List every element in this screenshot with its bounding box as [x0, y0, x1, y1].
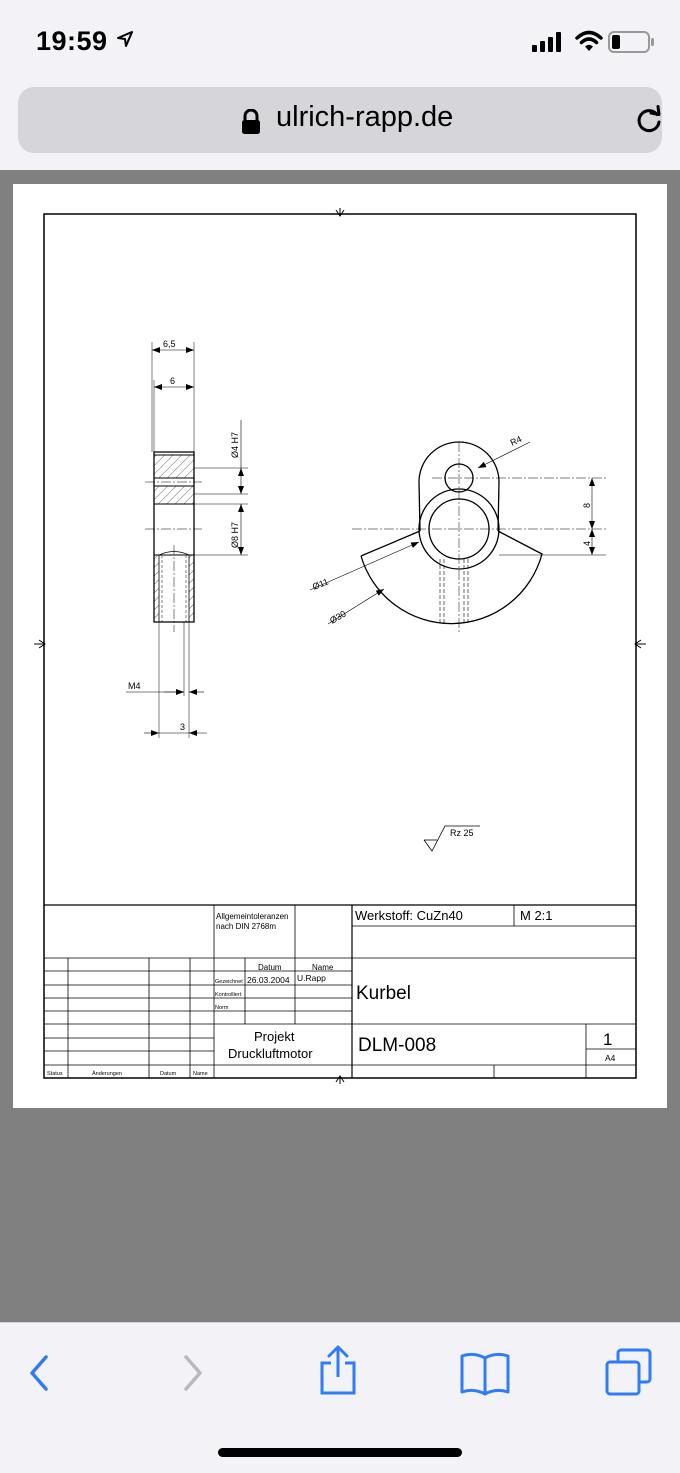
- forward-icon[interactable]: [178, 1353, 206, 1393]
- address-bar[interactable]: [18, 87, 662, 153]
- home-indicator[interactable]: [218, 1448, 462, 1457]
- dim-d4-h7: Ø4 H7: [230, 431, 240, 458]
- gezeichnet-label: Gezeichnet: [215, 979, 243, 985]
- center-mark-bottom: [336, 1076, 344, 1084]
- drawing-frame: [44, 214, 636, 1078]
- sheet-format: A4: [605, 1053, 616, 1063]
- surface-roughness: Rz 25: [450, 828, 474, 838]
- dim-d30: Ø30: [328, 608, 348, 626]
- status-bar: [0, 0, 680, 84]
- dim-3: 3: [180, 722, 186, 732]
- dim-d11: Ø11: [311, 576, 330, 592]
- lock-icon: [240, 109, 262, 135]
- col-status: Status: [47, 1071, 63, 1077]
- sheet-number: 1: [603, 1030, 613, 1049]
- part-name: Kurbel: [356, 983, 411, 1004]
- bookmarks-icon[interactable]: [460, 1350, 510, 1396]
- tabs-icon[interactable]: [604, 1348, 654, 1398]
- reload-icon[interactable]: [634, 105, 664, 135]
- tolerance-line-1: Allgemeintoleranzen: [216, 912, 289, 921]
- tolerance-line-2: nach DIN 2768m: [216, 922, 277, 931]
- project-label: Projekt: [254, 1029, 295, 1044]
- name-header: Name: [312, 963, 334, 972]
- drawn-by: U.Rapp: [297, 973, 326, 983]
- col-name: Name: [193, 1071, 208, 1077]
- battery-icon: [608, 31, 656, 53]
- dim-4: 4: [582, 540, 592, 546]
- technical-drawing: [13, 184, 667, 1108]
- center-mark-top: [336, 208, 344, 216]
- scale: M 2:1: [520, 908, 553, 923]
- drawing-number: DLM-008: [358, 1035, 437, 1056]
- dim-6-5: 6,5: [163, 339, 176, 349]
- dim-r4: R4: [508, 433, 524, 448]
- dim-m4: M4: [128, 681, 141, 691]
- kontrolliert-label: Kontrolliert: [215, 992, 242, 998]
- page-content: [0, 170, 680, 1322]
- cellular-signal-icon: [532, 32, 564, 52]
- share-icon[interactable]: [318, 1343, 358, 1397]
- status-time: 19:59: [36, 26, 108, 56]
- norm-label: Norm: [215, 1005, 229, 1011]
- drawn-date: 26.03.2004: [247, 975, 290, 985]
- datum-header: Datum: [258, 963, 282, 972]
- material: Werkstoff: CuZn40: [355, 908, 463, 923]
- url-text[interactable]: ulrich-rapp.de: [276, 101, 454, 133]
- location-arrow-icon: [116, 30, 134, 48]
- dim-d8-h7: Ø8 H7: [230, 521, 240, 548]
- front-view: [310, 442, 606, 632]
- wifi-icon: [575, 30, 603, 52]
- dim-8: 8: [582, 502, 592, 508]
- title-block: [44, 905, 636, 1078]
- col-changes: Änderungen: [92, 1071, 122, 1077]
- drawing-sheet: [13, 184, 667, 1108]
- col-date: Datum: [160, 1071, 177, 1077]
- back-icon[interactable]: [26, 1353, 54, 1393]
- project-name: Druckluftmotor: [228, 1046, 313, 1061]
- browser-header: [0, 84, 680, 170]
- dim-6: 6: [170, 376, 176, 386]
